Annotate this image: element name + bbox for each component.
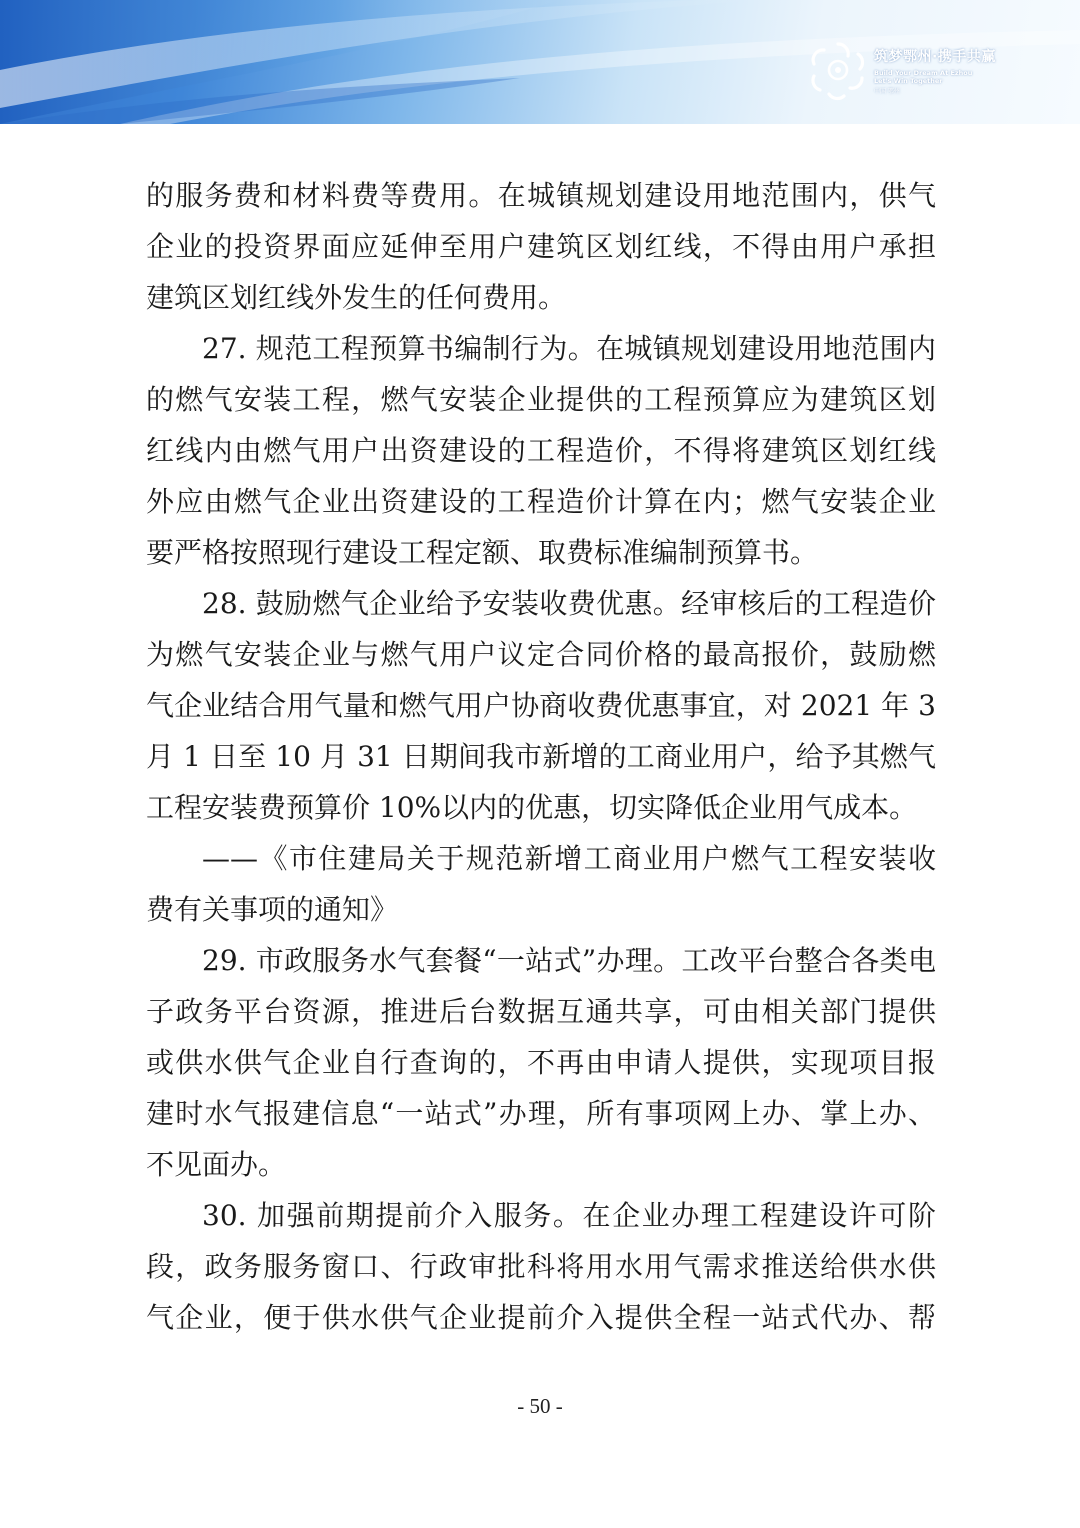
text-line: 29. 市政服务水气套餐“一站式”办理。工改平台整合各类电 [202, 944, 936, 977]
text-line: 外应由燃气企业出资建设的工程造价计算在内；燃气安装企业 [146, 485, 936, 518]
text-line: 气企业结合用气量和燃气用户协商收费优惠事宜，对 2021 年 3 [146, 689, 936, 722]
slogan-block [874, 46, 1064, 95]
text-line: 或供水供气企业自行查询的，不再由申请人提供，实现项目报 [146, 1046, 936, 1079]
text-line: 建时水气报建信息“一站式”办理，所有事项网上办、掌上办、 [146, 1097, 936, 1130]
slogan-location: 中国 鄂州 [874, 88, 900, 95]
text-line: 月 1 日至 10 月 31 日期间我市新增的工商业用户，给予其燃气 [146, 740, 936, 773]
text-line: 建筑区划红线外发生的任何费用。 [146, 281, 567, 314]
text-line: 要严格按照现行建设工程定额、取费标准编制预算书。 [146, 536, 819, 569]
citation-line: 费有关事项的通知》 [146, 893, 399, 926]
text-line: 企业的投资界面应延伸至用户建筑区划红线，不得由用户承担 [146, 230, 936, 263]
citation-line: ——《市住建局关于规范新增工商业用户燃气工程安装收 [202, 842, 936, 875]
header-banner [0, 0, 1080, 124]
slogan-chinese: 筑梦鄂州·携手共赢 [874, 49, 996, 65]
document-body [146, 170, 936, 1343]
text-line: 30. 加强前期提前介入服务。在企业办理工程建设许可阶 [202, 1199, 936, 1232]
text-line: 红线内由燃气用户出资建设的工程造价，不得将建筑区划红线 [146, 434, 936, 467]
page-number: - 50 - [517, 1394, 563, 1418]
slogan-english-line-2: Let's Win Together [874, 77, 943, 85]
text-line: 为燃气安装企业与燃气用户议定合同价格的最高报价，鼓励燃 [146, 638, 936, 671]
text-line: 不见面办。 [146, 1148, 287, 1181]
flower-ring-logo-icon [806, 38, 870, 102]
text-line: 的服务费和材料费等费用。在城镇规划建设用地范围内，供气 [146, 179, 936, 212]
text-line: 27. 规范工程预算书编制行为。在城镇规划建设用地范围内 [202, 332, 936, 365]
text-line: 工程安装费预算价 10%以内的优惠，切实降低企业用气成本。 [146, 791, 918, 824]
text-line: 气企业，便于供水供气企业提前介入提供全程一站式代办、帮 [146, 1301, 936, 1334]
text-line: 段，政务服务窗口、行政审批科将用水用气需求推送给供水供 [146, 1250, 936, 1283]
text-line: 子政务平台资源，推进后台数据互通共享，可由相关部门提供 [146, 995, 936, 1028]
text-line: 28. 鼓励燃气企业给予安装收费优惠。经审核后的工程造价 [202, 587, 936, 620]
text-line: 的燃气安装工程，燃气安装企业提供的工程预算应为建筑区划 [146, 383, 936, 416]
slogan-english-line-1: Build Your Dream At Ezhou [874, 69, 973, 77]
